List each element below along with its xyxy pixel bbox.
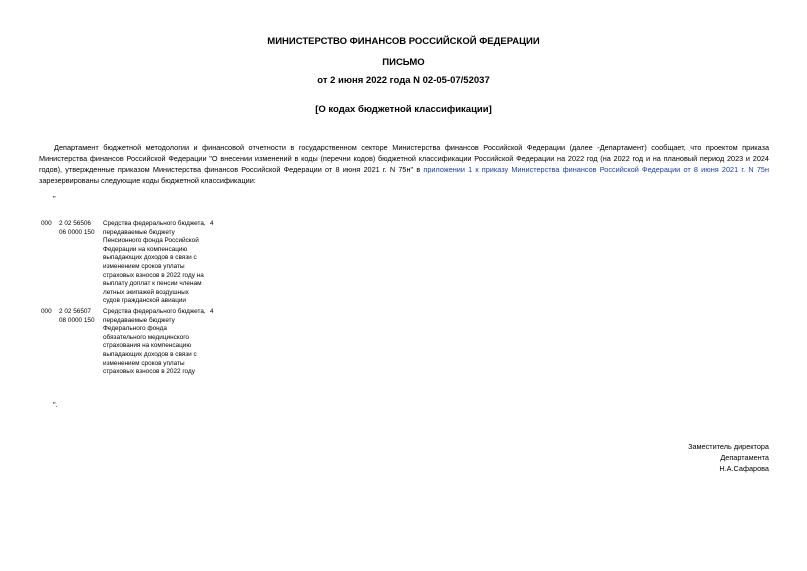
table-row [39, 220, 222, 308]
document-subject: [О кодах бюджетной классификации] [315, 104, 492, 115]
ministry-title: МИНИСТЕРСТВО ФИНАНСОВ РОССИЙСКОЙ ФЕДЕРАЦИИ [267, 36, 540, 47]
admin-code-cell: 000 [41, 220, 52, 227]
signer-department: Департамента [720, 453, 769, 462]
budget-codes-table [39, 220, 222, 379]
level-cell: 4 [210, 220, 214, 227]
budget-code-cell: 2 02 56506 06 0000 150 [59, 220, 95, 236]
signer-name: Н.А.Сафарова [719, 464, 769, 473]
document-date-number: от 2 июня 2022 года N 02-05-07/52037 [317, 75, 490, 86]
table-row [39, 308, 222, 379]
signature-block [688, 441, 769, 474]
intro-paragraph [39, 142, 769, 186]
document-type: ПИСЬМО [382, 57, 425, 68]
intro-text-before: Департамент бюджетной методологии и финансовой отчетности в государственном секторе Министерства финансов Российской Федерации (далее -Департамент) сообщает, что проектом приказа Министерства финансов Российской Федерации "О внесении изменений в коды (перечни кодов) бюджетной классификации Российской Федерации на 2022 год (на 2022 год и на плановый период 2023 и 2024 годов), утвержденные приказом Министерства финансов Российской Федерации от 8 июня 2021 г. N 75н" в [39, 143, 769, 174]
code-name-cell: Средства федерального бюджета, передаваемые бюджету Федерального фонда обязательного медицинского страхования на компенсацию выпадающих доходов в связи с изменением сроков уплаты страховых взносов в 2022 году [103, 307, 206, 376]
open-quote-mark: " [53, 194, 56, 203]
signer-position: Заместитель директора [688, 442, 769, 451]
intro-text-after: зарезервированы следующие коды бюджетной классификации: [39, 176, 256, 185]
code-name-cell: Средства федерального бюджета, передаваемые бюджету Пенсионного фонда Российской Федерации на компенсацию выпадающих доходов в связи с изменением сроков уплаты страховых взносов в 2022 году на выплату доплат к пенсии членам летных экипажей воздушных судов гражданской авиации [103, 220, 206, 305]
level-cell: 4 [210, 307, 214, 315]
close-quote-mark: ". [53, 400, 58, 409]
admin-code-cell: 000 [41, 307, 52, 315]
order-appendix-link[interactable]: приложении 1 к приказу Министерства финансов Российской Федерации от 8 июня 2021 г. N 75н [423, 165, 769, 174]
budget-code-cell: 2 02 56507 08 0000 150 [59, 307, 95, 324]
